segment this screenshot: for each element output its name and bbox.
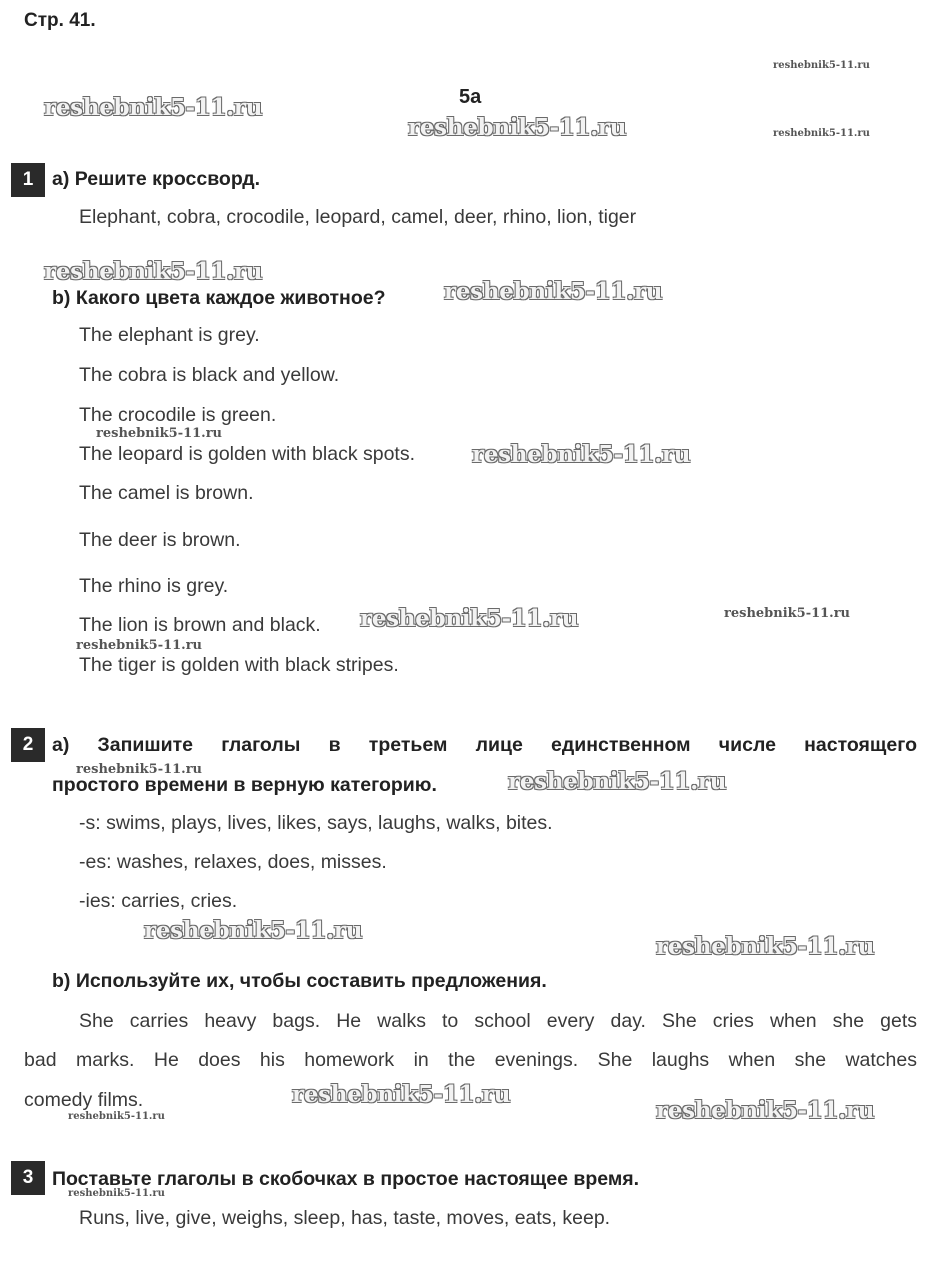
answer-line: The deer is brown. [79, 529, 241, 551]
watermark: reshebnik5-11.ru [508, 768, 727, 795]
watermark: reshebnik5-11.ru [44, 258, 263, 285]
watermark: reshebnik5-11.ru [408, 114, 627, 141]
watermark: reshebnik5-11.ru [68, 1188, 165, 1199]
watermark: reshebnik5-11.ru [773, 60, 870, 71]
answer-line: The tiger is golden with black stripes. [79, 654, 399, 676]
watermark: reshebnik5-11.ru [472, 441, 691, 468]
watermark: reshebnik5-11.ru [656, 1097, 875, 1124]
task-number-badge: 2 [11, 728, 45, 762]
watermark: reshebnik5-11.ru [76, 638, 203, 653]
watermark: reshebnik5-11.ru [96, 426, 223, 441]
answer-line: The camel is brown. [79, 482, 254, 504]
paragraph-line: comedy films. [24, 1089, 144, 1111]
answer-line: -s: swims, plays, lives, likes, says, laughs, walks, bites. [79, 812, 553, 834]
task1-part-a-answer: Elephant, cobra, crocodile, leopard, camel, deer, rhino, lion, tiger [79, 206, 637, 228]
watermark: reshebnik5-11.ru [773, 128, 870, 139]
page-label: Стр. 41. [24, 10, 96, 31]
section-title: 5a [459, 86, 482, 108]
task3-heading: Поставьте глаголы в скобочках в простое настоящее время. [52, 1168, 640, 1190]
watermark: reshebnik5-11.ru [292, 1081, 511, 1108]
watermark: reshebnik5-11.ru [444, 278, 663, 305]
answer-line: The rhino is grey. [79, 575, 229, 597]
task2-part-a-heading: a) Запишите глаголы в третьем лице единственном числе настоящего [52, 734, 917, 756]
task-number-badge: 3 [11, 1161, 45, 1195]
task3-answer: Runs, live, give, weighs, sleep, has, taste, moves, eats, keep. [79, 1207, 611, 1229]
task-number-badge: 1 [11, 163, 45, 197]
paragraph-line: She carries heavy bags. He walks to school every day. She cries when she gets [79, 1010, 917, 1032]
paragraph-line: bad marks. He does his homework in the evenings. She laughs when she watches [24, 1049, 917, 1071]
watermark: reshebnik5-11.ru [68, 1111, 165, 1122]
answer-line: -es: washes, relaxes, does, misses. [79, 851, 387, 873]
watermark: reshebnik5-11.ru [656, 933, 875, 960]
watermark: reshebnik5-11.ru [44, 94, 263, 121]
watermark: reshebnik5-11.ru [360, 605, 579, 632]
watermark: reshebnik5-11.ru [144, 917, 363, 944]
task1-part-b-heading: b) Какого цвета каждое животное? [52, 287, 386, 309]
watermark: reshebnik5-11.ru [724, 606, 851, 621]
answer-line: -ies: carries, cries. [79, 890, 238, 912]
answer-line: The leopard is golden with black spots. [79, 443, 416, 465]
task2-part-b-heading: b) Используйте их, чтобы составить предложения. [52, 970, 547, 992]
watermark: reshebnik5-11.ru [76, 762, 203, 777]
answer-line: The lion is brown and black. [79, 614, 321, 636]
task1-part-a-heading: a) Решите кроссворд. [52, 168, 261, 190]
answer-line: The cobra is black and yellow. [79, 364, 340, 386]
answer-line: The elephant is grey. [79, 324, 260, 346]
answer-line: The crocodile is green. [79, 404, 277, 426]
task2-part-a-heading-cont: простого времени в верную категорию. [52, 774, 437, 796]
